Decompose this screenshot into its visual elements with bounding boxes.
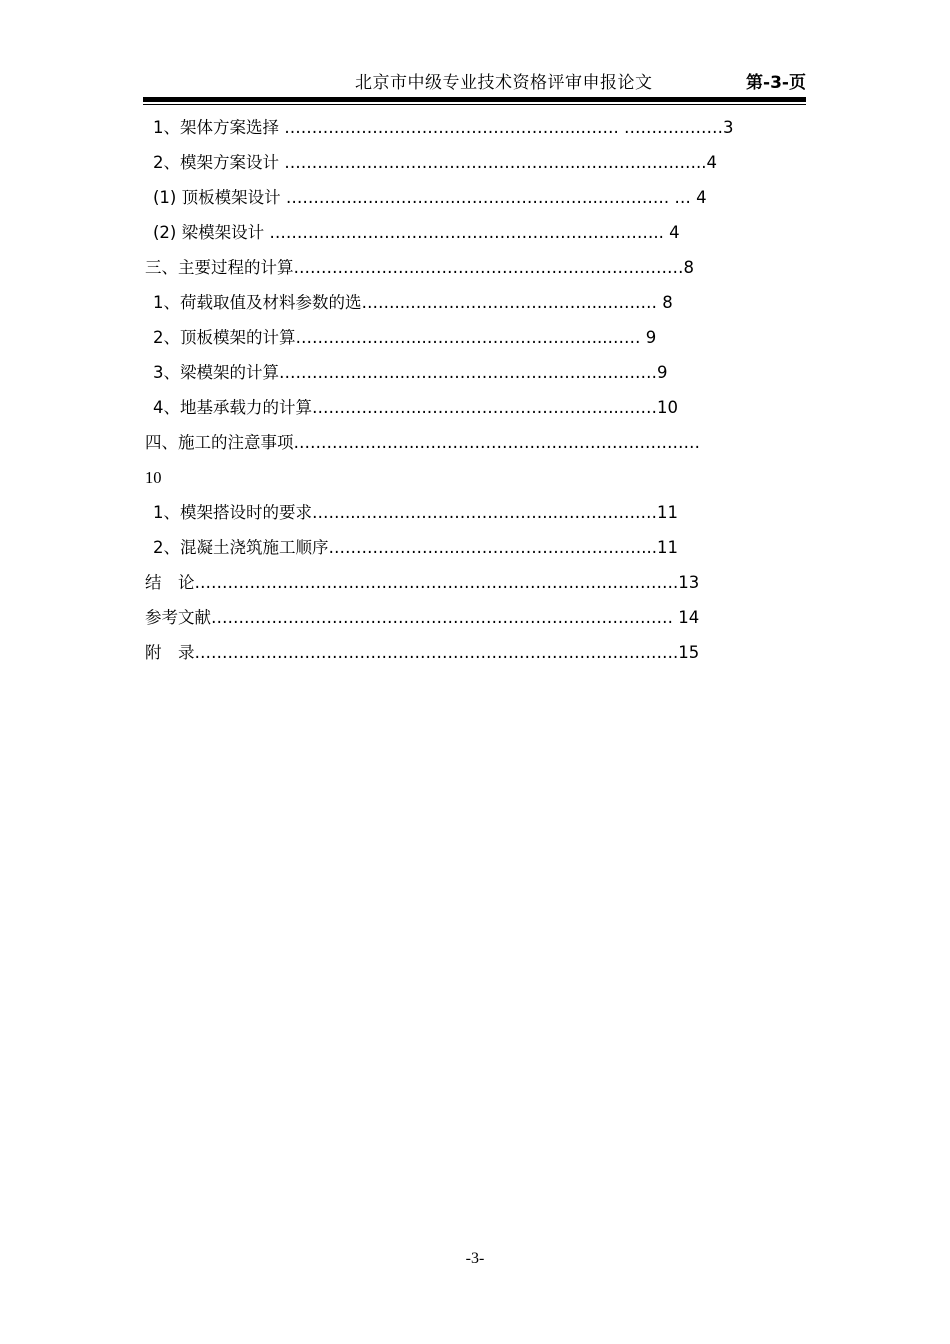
page-footer-number: -3- [465,1250,485,1267]
toc-entry[interactable]: 4、地基承载力的计算………………...……………………………...……10 [153,398,678,417]
toc-entry[interactable]: 结 论…………………………………………………………………………….13 [145,573,700,592]
header-rule-thick [143,97,806,102]
header-rule-thin [143,104,806,105]
toc-entry[interactable]: 3、梁模架的计算…………………...……………………………...………9 [153,363,668,382]
toc-entry[interactable]: 1、模架搭设时的要求……...……………………………...………………11 [153,503,678,522]
toc-entry-page: 10 [145,468,162,487]
toc-entry[interactable]: 2、模架方案设计 ……………………………………………...…………………..4 [153,153,717,172]
page-header [145,66,806,96]
toc-entry[interactable]: 1、架体方案选择 ……………………………………………...……. ………………3 [153,118,734,137]
toc-entry[interactable]: (1) 顶板模架设计 …………..……………..……………………..…………. … 4 [153,188,707,207]
toc-entry[interactable]: 附 录…………………………………………………………………………….15 [145,643,700,662]
toc-entry[interactable]: 1、荷载取值及材料参数的选……...……………………………...……… 8 [153,293,673,312]
header-page-number: 第-3-页 [746,73,806,93]
toc-entry[interactable]: 参考文献………………………………………………………………………… 14 [145,608,700,627]
toc-entry[interactable]: (2) 梁模架设计 …………...………………………………………….…….. 4 [153,223,680,242]
toc-entry[interactable]: 2、顶板模架的计算…………………...…………………………...…… 9 [153,328,657,347]
header-title: 北京市中级专业技术资格评审申报论文 [355,73,653,93]
toc-entry[interactable]: 三、主要过程的计算…………………..…………………………………………8 [145,258,694,277]
toc-entry[interactable]: 2、混凝土浇筑施工顺序…………………...……………………………...11 [153,538,678,557]
toc-entry[interactable]: 四、施工的注意事项…………………..…………………………………………… [145,433,700,452]
